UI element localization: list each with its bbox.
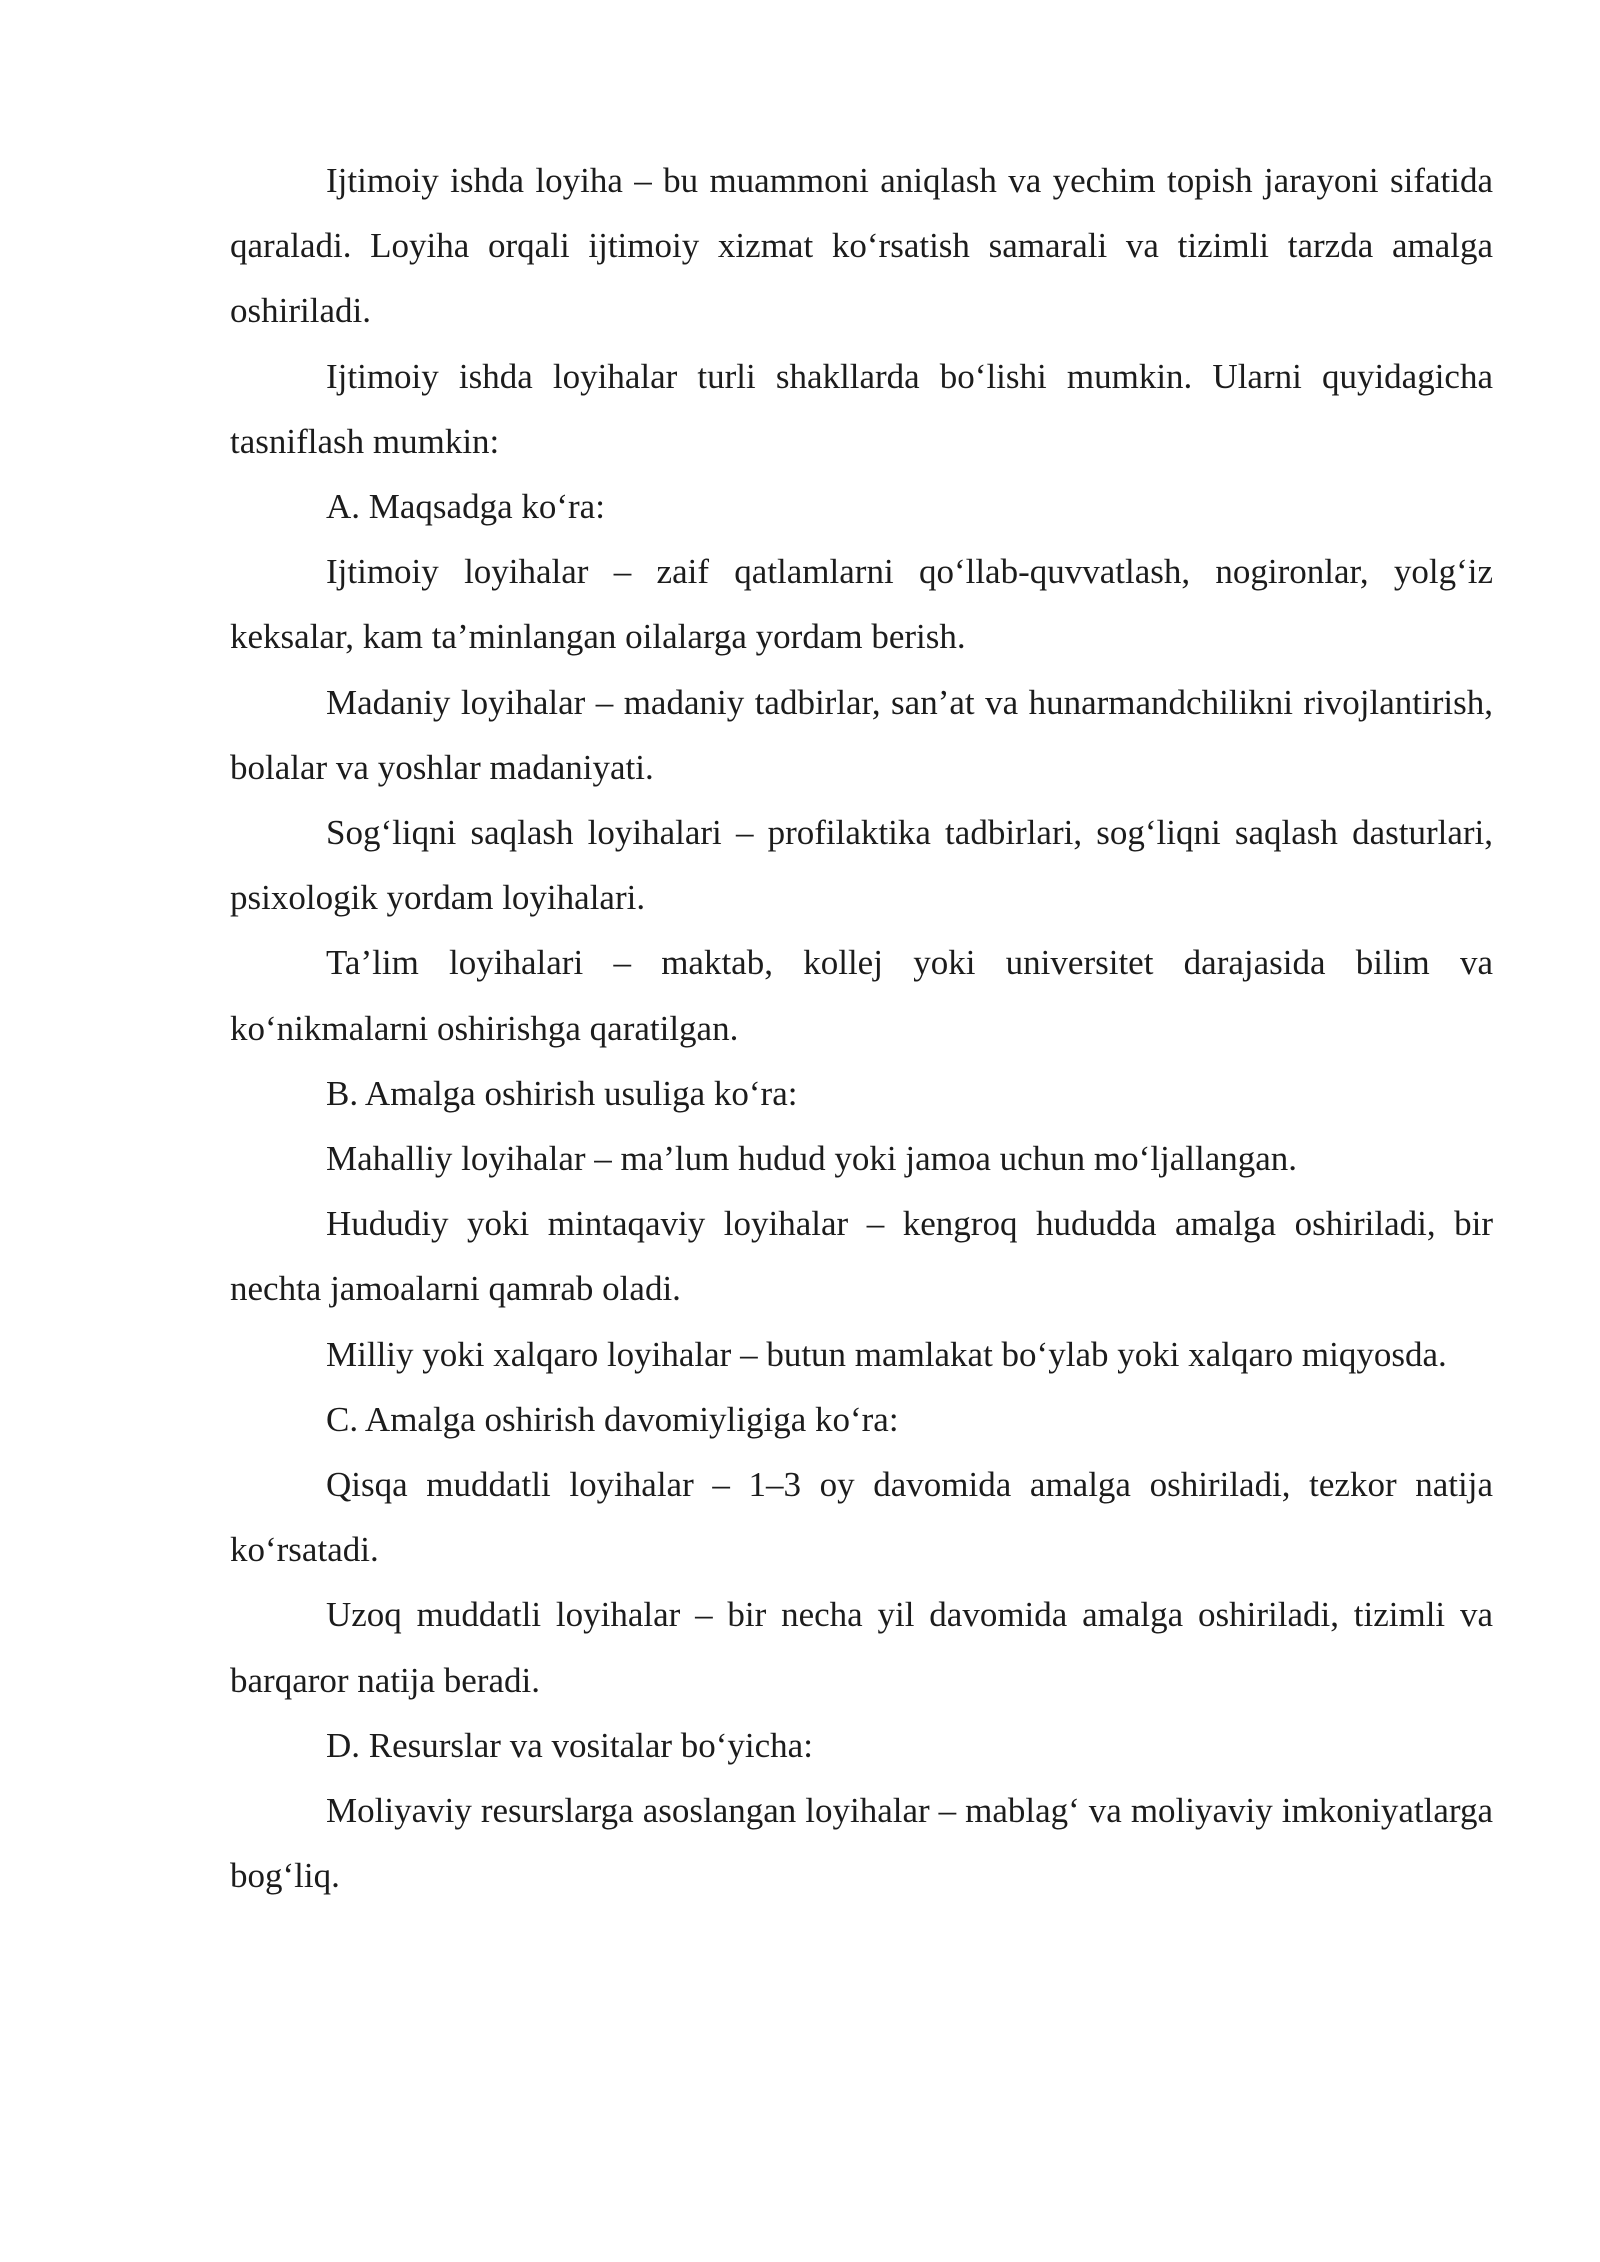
section-heading-c: C. Amalga oshirish davomiyligiga ko‘ra: [326, 1399, 899, 1439]
paragraph-regional-projects: Hududiy yoki mintaqaviy loyihalar – kengroq hududda amalga oshiriladi, bir nechta jamoalarni qamrab oladi. [230, 1204, 1493, 1309]
paragraph-financial-projects: Moliyaviy resurslarga asoslangan loyihalar – mablag‘ va moliyaviy imkoniyatlarga bog‘liq. [230, 1791, 1493, 1896]
section-heading-b: B. Amalga oshirish usuliga ko‘ra: [326, 1073, 798, 1113]
document-body [230, 148, 1493, 1908]
paragraph-national-projects: Milliy yoki xalqaro loyihalar – butun mamlakat bo‘ylab yoki xalqaro miqyosda. [326, 1334, 1447, 1374]
paragraph-intro: Ijtimoiy ishda loyiha – bu muammoni aniqlash va yechim topish jarayoni sifatida qaraladi. Loyiha orqali ijtimoiy xizmat ko‘rsatish samarali va tizimli tarzda amalga oshiriladi. [230, 161, 1493, 331]
paragraph-classification: Ijtimoiy ishda loyihalar turli shakllarda bo‘lishi mumkin. Ularni quyidagicha tasniflash mumkin: [230, 356, 1493, 461]
section-heading-a: A. Maqsadga ko‘ra: [326, 487, 605, 527]
paragraph-long-term-projects: Uzoq muddatli loyihalar – bir necha yil davomida amalga oshiriladi, tizimli va barqaror natija beradi. [230, 1595, 1493, 1700]
paragraph-social-projects: Ijtimoiy loyihalar – zaif qatlamlarni qo‘llab-quvvatlash, nogironlar, yolg‘iz keksalar, kam ta’minlangan oilalarga yordam berish. [230, 552, 1493, 657]
paragraph-education-projects: Ta’lim loyihalari – maktab, kollej yoki universitet darajasida bilim va ko‘nikmalarni oshirishga qaratilgan. [230, 943, 1493, 1048]
paragraph-local-projects: Mahalliy loyihalar – ma’lum hudud yoki jamoa uchun mo‘ljallangan. [326, 1139, 1298, 1179]
paragraph-health-projects: Sog‘liqni saqlash loyihalari – profilaktika tadbirlari, sog‘liqni saqlash dasturlari, psixologik yordam loyihalari. [230, 813, 1493, 918]
paragraph-short-term-projects: Qisqa muddatli loyihalar – 1–3 oy davomida amalga oshiriladi, tezkor natija ko‘rsatadi. [230, 1465, 1493, 1570]
section-heading-d: D. Resurslar va vositalar bo‘yicha: [326, 1725, 813, 1765]
paragraph-cultural-projects: Madaniy loyihalar – madaniy tadbirlar, san’at va hunarmandchilikni rivojlantirish, bolalar va yoshlar madaniyati. [230, 682, 1493, 787]
